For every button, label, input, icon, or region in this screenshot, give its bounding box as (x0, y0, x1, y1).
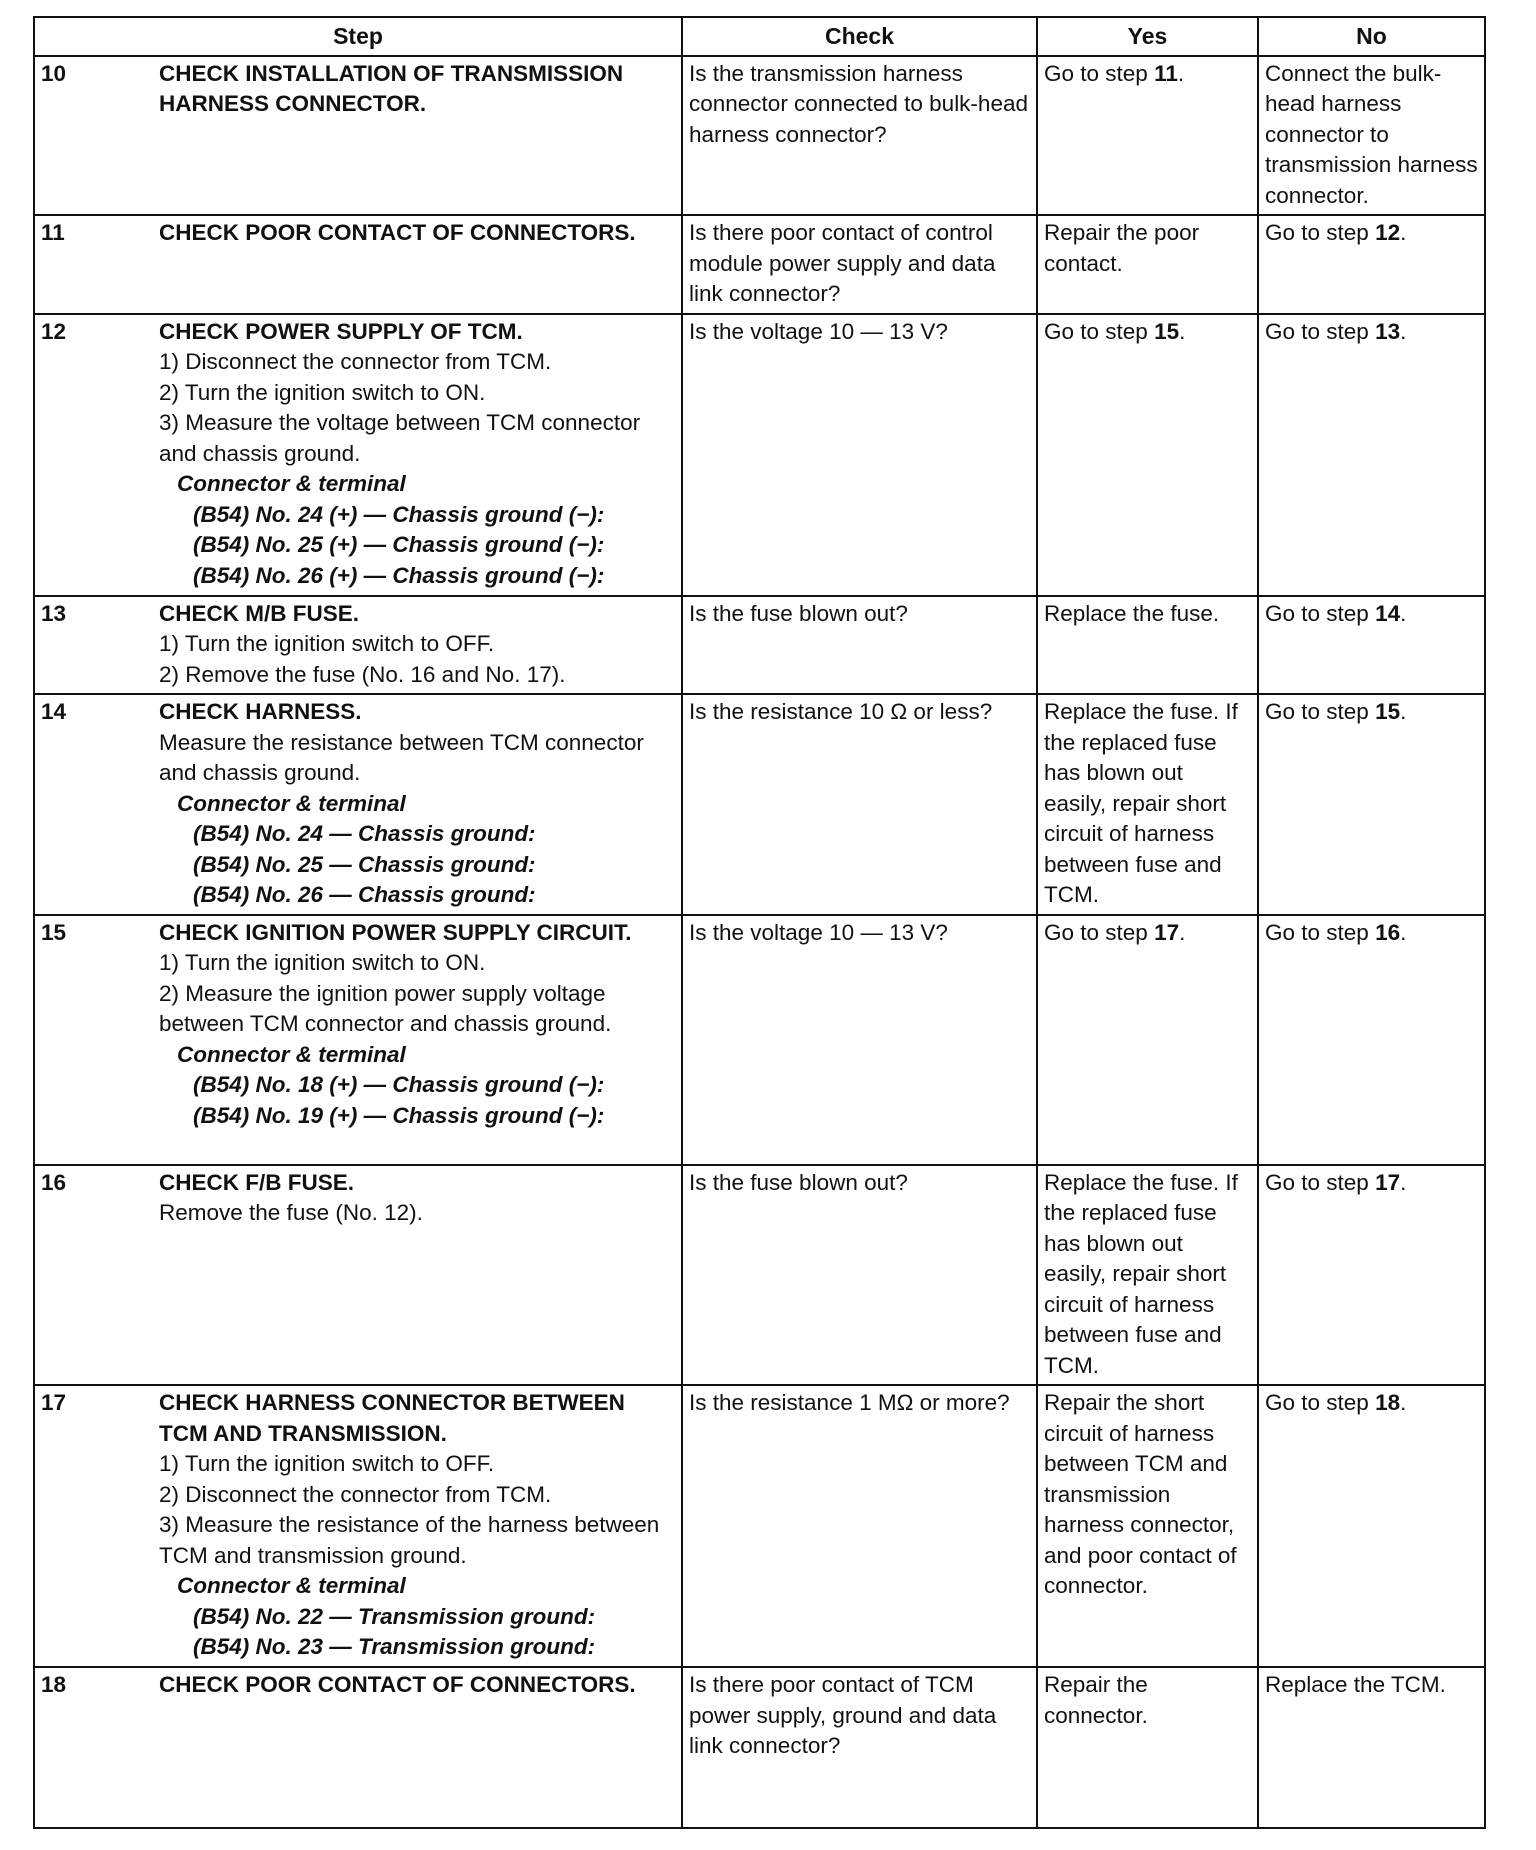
yes-step-number: 17 (1154, 919, 1180, 945)
yes-text: Go to step (1044, 318, 1155, 344)
step-instruction: Measure the resistance between TCM connector and chassis ground. (159, 729, 644, 785)
step-wrapper (41, 1168, 675, 1229)
table-row (34, 215, 1485, 314)
step-title: CHECK F/B FUSE. (159, 1169, 355, 1195)
check-cell: Is the voltage 10 — 13 V? (682, 314, 1037, 596)
step-wrapper (41, 317, 675, 592)
step-instruction: 2) Measure the ignition power supply voltage between TCM connector and chassis ground. (159, 980, 612, 1036)
no-text: Go to step (1265, 318, 1376, 344)
step-body (159, 1168, 675, 1229)
step-title: CHECK POOR CONTACT OF CONNECTORS. (159, 220, 636, 245)
yes-cell (1037, 56, 1258, 216)
step-title: CHECK M/B FUSE. (159, 600, 360, 626)
step-cell (34, 56, 682, 216)
check-cell: Is there poor contact of TCM power supply, ground and data link connector? (682, 1667, 1037, 1828)
step-wrapper (41, 918, 675, 1132)
yes-punct: . (1179, 919, 1186, 945)
yes-cell (1037, 915, 1258, 1165)
terminal-spec: (B54) No. 18 (+) — Chassis ground (−): (193, 1072, 605, 1097)
connector-terminal-heading: Connector & terminal (177, 1573, 406, 1598)
table-row (34, 915, 1485, 1165)
table-row (34, 56, 1485, 216)
header-yes: Yes (1037, 17, 1258, 56)
step-title: CHECK HARNESS. (159, 699, 362, 724)
check-cell: Is the resistance 10 Ω or less? (682, 694, 1037, 915)
no-text: Connect the bulk-head harness connector to transmission harness connector. (1265, 60, 1478, 208)
check-cell: Is the transmission harness connector connected to bulk-head harness connector? (682, 56, 1037, 216)
step-instruction: 3) Measure the resistance of the harness between TCM and transmission ground. (159, 1512, 660, 1568)
step-cell (34, 1667, 682, 1828)
step-wrapper (41, 1388, 675, 1663)
step-title: CHECK HARNESS CONNECTOR BETWEEN TCM AND TRANSMISSION. (159, 1390, 625, 1446)
yes-text: Go to step (1044, 919, 1155, 945)
yes-cell (1037, 314, 1258, 596)
step-title: CHECK IGNITION POWER SUPPLY CIRCUIT. (159, 919, 632, 945)
step-number: 15 (41, 919, 67, 945)
step-body (159, 918, 675, 1132)
yes-cell (1037, 694, 1258, 915)
step-body (159, 599, 675, 691)
step-number: 14 (41, 699, 67, 724)
step-cell (34, 915, 682, 1165)
yes-text: Replace the fuse. If the replaced fuse has blown out easily, repair short circuit of harness between fuse and TCM. (1044, 1169, 1238, 1378)
header-step: Step (34, 17, 682, 56)
no-text: Go to step (1265, 1390, 1376, 1415)
no-cell (1258, 56, 1485, 216)
step-number: 17 (41, 1390, 67, 1415)
yes-cell (1037, 1165, 1258, 1386)
step-instruction: 2) Remove the fuse (No. 16 and No. 17). (159, 661, 566, 687)
terminal-spec: (B54) No. 25 (+) — Chassis ground (−): (193, 532, 605, 557)
no-cell (1258, 1165, 1485, 1386)
yes-cell (1037, 215, 1258, 314)
check-cell: Is the resistance 1 MΩ or more? (682, 1385, 1037, 1667)
no-punct: . (1400, 919, 1407, 945)
step-number: 12 (41, 318, 67, 344)
step-wrapper (41, 59, 675, 120)
yes-punct: . (1177, 60, 1185, 86)
step-instruction: 1) Turn the ignition switch to ON. (159, 950, 486, 975)
terminal-spec: (B54) No. 26 — Chassis ground: (193, 882, 536, 907)
no-text: Go to step (1265, 600, 1376, 626)
step-instruction: 3) Measure the voltage between TCM connector and chassis ground. (159, 410, 641, 466)
table-row (34, 596, 1485, 695)
no-step-number: 12 (1375, 220, 1401, 245)
step-body (159, 59, 675, 120)
no-cell (1258, 915, 1485, 1165)
step-number: 18 (41, 1672, 67, 1697)
yes-step-number: 11 (1154, 60, 1178, 86)
no-step-number: 15 (1375, 699, 1401, 724)
terminal-spec: (B54) No. 24 — Chassis ground: (193, 821, 536, 846)
step-cell (34, 596, 682, 695)
step-instruction: 1) Turn the ignition switch to OFF. (159, 1451, 495, 1476)
step-number: 13 (41, 600, 67, 626)
yes-step-number: 15 (1154, 318, 1180, 344)
step-wrapper (41, 218, 675, 249)
yes-text: Go to step (1044, 60, 1155, 86)
step-wrapper (41, 697, 675, 911)
no-text: Go to step (1265, 699, 1376, 724)
no-punct: . (1400, 318, 1407, 344)
header-row (34, 17, 1485, 56)
no-punct: . (1400, 1169, 1407, 1195)
step-instruction: 2) Disconnect the connector from TCM. (159, 1481, 552, 1507)
step-cell (34, 314, 682, 596)
no-punct: . (1400, 1390, 1407, 1415)
step-title: CHECK INSTALLATION OF TRANSMISSION HARNESS CONNECTOR. (159, 60, 624, 116)
terminal-spec: (B54) No. 24 (+) — Chassis ground (−): (193, 501, 605, 527)
table-row (34, 1165, 1485, 1386)
no-punct: . (1400, 699, 1407, 724)
yes-text: Repair the short circuit of harness between TCM and transmission harness connector, and poor contact of connector. (1044, 1390, 1237, 1598)
no-text: Replace the TCM. (1265, 1672, 1446, 1697)
table-row (34, 1667, 1485, 1828)
step-wrapper (41, 599, 675, 691)
step-body (159, 317, 675, 592)
yes-cell (1037, 596, 1258, 695)
connector-terminal-heading: Connector & terminal (177, 471, 406, 496)
diagnostic-table (33, 16, 1486, 1829)
table-row (34, 1385, 1485, 1667)
no-step-number: 14 (1375, 600, 1401, 626)
step-title: CHECK POOR CONTACT OF CONNECTORS. (159, 1672, 636, 1697)
no-step-number: 13 (1375, 318, 1401, 344)
no-text: Go to step (1265, 919, 1376, 945)
step-cell (34, 694, 682, 915)
step-cell (34, 1165, 682, 1386)
yes-punct: . (1179, 318, 1186, 344)
step-instruction: 1) Disconnect the connector from TCM. (159, 349, 552, 374)
yes-text: Repair the poor contact. (1044, 220, 1200, 276)
terminal-spec: (B54) No. 26 (+) — Chassis ground (−): (193, 562, 605, 588)
step-title: CHECK POWER SUPPLY OF TCM. (159, 318, 523, 344)
no-punct: . (1400, 600, 1407, 626)
check-cell: Is there poor contact of control module power supply and data link connector? (682, 215, 1037, 314)
step-instruction: 2) Turn the ignition switch to ON. (159, 379, 486, 405)
step-cell (34, 215, 682, 314)
no-step-number: 16 (1375, 919, 1401, 945)
no-cell (1258, 215, 1485, 314)
no-cell (1258, 314, 1485, 596)
terminal-spec: (B54) No. 22 — Transmission ground: (193, 1603, 596, 1629)
step-body (159, 1670, 675, 1701)
step-number: 11 (41, 220, 65, 245)
step-instruction: 1) Turn the ignition switch to OFF. (159, 631, 495, 656)
no-cell (1258, 596, 1485, 695)
yes-text: Replace the fuse. If the replaced fuse has blown out easily, repair short circuit of harness between fuse and TCM. (1044, 699, 1238, 907)
check-cell: Is the voltage 10 — 13 V? (682, 915, 1037, 1165)
yes-text: Replace the fuse. (1044, 600, 1220, 626)
yes-text: Repair the connector. (1044, 1672, 1148, 1728)
no-cell (1258, 1667, 1485, 1828)
no-cell (1258, 1385, 1485, 1667)
header-check: Check (682, 17, 1037, 56)
step-body (159, 1388, 675, 1663)
step-number: 10 (41, 60, 67, 86)
table-row (34, 314, 1485, 596)
no-step-number: 18 (1375, 1390, 1401, 1415)
step-body (159, 697, 675, 911)
no-text: Go to step (1265, 1169, 1376, 1195)
step-body (159, 218, 675, 249)
check-cell: Is the fuse blown out? (682, 1165, 1037, 1386)
connector-terminal-heading: Connector & terminal (177, 790, 406, 816)
no-step-number: 17 (1375, 1169, 1401, 1195)
step-wrapper (41, 1670, 675, 1701)
step-number: 16 (41, 1169, 67, 1195)
connector-terminal-heading: Connector & terminal (177, 1041, 406, 1067)
yes-cell (1037, 1385, 1258, 1667)
terminal-spec: (B54) No. 23 — Transmission ground: (193, 1634, 596, 1659)
table-row (34, 694, 1485, 915)
step-cell (34, 1385, 682, 1667)
step-instruction: Remove the fuse (No. 12). (159, 1200, 423, 1225)
no-text: Go to step (1265, 220, 1376, 245)
terminal-spec: (B54) No. 19 (+) — Chassis ground (−): (193, 1102, 605, 1128)
yes-cell (1037, 1667, 1258, 1828)
no-punct: . (1400, 220, 1407, 245)
terminal-spec: (B54) No. 25 — Chassis ground: (193, 851, 536, 877)
check-cell: Is the fuse blown out? (682, 596, 1037, 695)
header-no: No (1258, 17, 1485, 56)
no-cell (1258, 694, 1485, 915)
